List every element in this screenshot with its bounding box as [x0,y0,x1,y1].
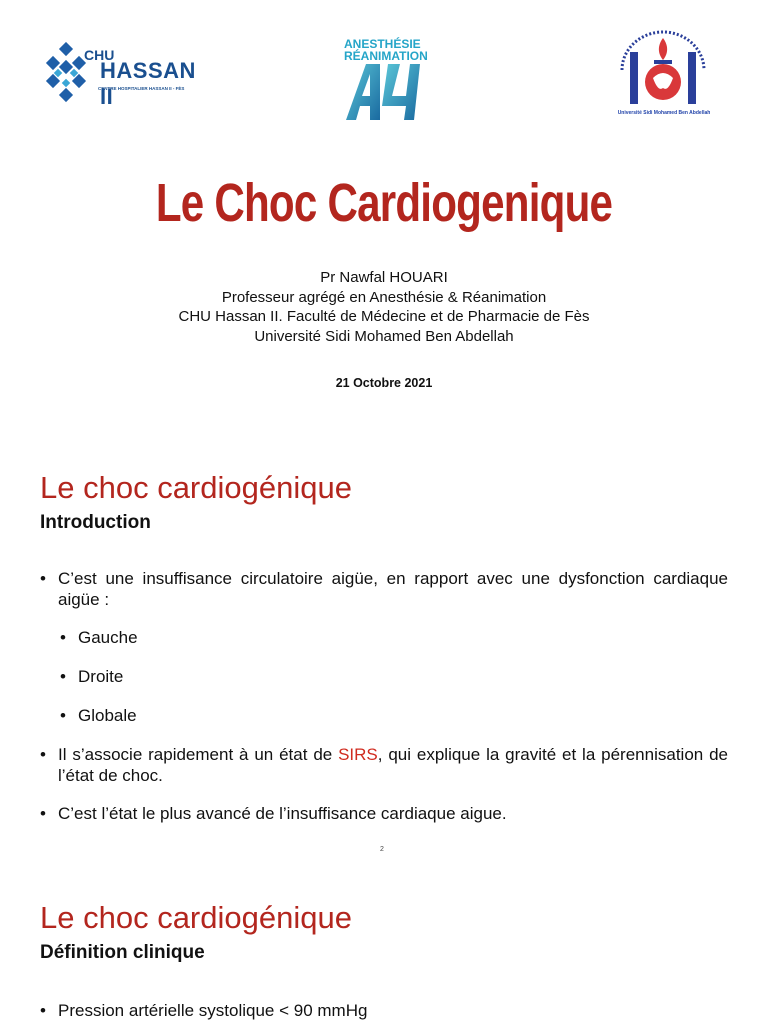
title-slide [0,0,768,420]
sub-list-item: • Gauche [40,627,728,648]
list-item: • C’est une insuffisance circulatoire aigüe, en rapport avec une dysfonction cardiaque aigüe : [40,568,728,610]
university-emblem-icon [608,30,718,110]
presentation-date: 21 Octobre 2021 [335,376,433,390]
university-caption: Université Sidi Mohamed Ben Abdellah [617,110,711,116]
author-position: Professeur agrégé en Anesthésie & Réanimation [221,288,547,306]
university-emblem-logo [608,30,718,128]
chu-name: HASSAN II [100,58,196,109]
sirs-highlight: SIRS [338,745,378,764]
a4-line1: ANESTHÉSIE [344,37,421,51]
slide-title: Le choc cardiogénique [40,900,352,935]
list-item: • Il s’associe rapidement à un état de SIRS, qui explique la gravité et la pérennisation de l’état de choc. [40,744,728,786]
a4-mark-icon [340,62,426,122]
chu-hassan-logo [44,42,194,108]
presentation-title: Le Choc Cardiogenique [155,173,613,233]
list-item: • Pression artérielle systolique < 90 mmHg [40,1000,728,1021]
slide-subtitle: Définition clinique [40,942,205,963]
bullet-list [40,568,728,824]
chu-subtitle: CENTRE HOSPITALIER HASSAN II - FÈS [98,86,185,91]
chu-flower-icon [44,42,88,104]
author-name: Pr Nawfal HOUARI [320,269,448,286]
page-number: 2 [380,846,384,853]
a4-line2: RÉANIMATION [344,49,428,63]
slide-title: Le choc cardiogénique [40,470,352,505]
author-block [0,268,768,346]
author-university: Université Sidi Mohamed Ben Abdellah [254,327,514,345]
list-item: • C’est l’état le plus avancé de l’insuffisance cardiaque aigue. [40,803,728,824]
author-affiliation: CHU Hassan II. Faculté de Médecine et de Pharmacie de Fès [178,308,590,325]
chu-letters: CHU [84,47,115,63]
anesthesie-reanimation-logo [340,38,426,120]
sub-list-item: • Droite [40,666,728,687]
introduction-slide [0,440,768,860]
bullet-list [40,1000,728,1021]
clinical-definition-slide [0,880,768,1024]
sub-list-item: • Globale [40,705,728,726]
slide-subtitle: Introduction [40,512,151,533]
